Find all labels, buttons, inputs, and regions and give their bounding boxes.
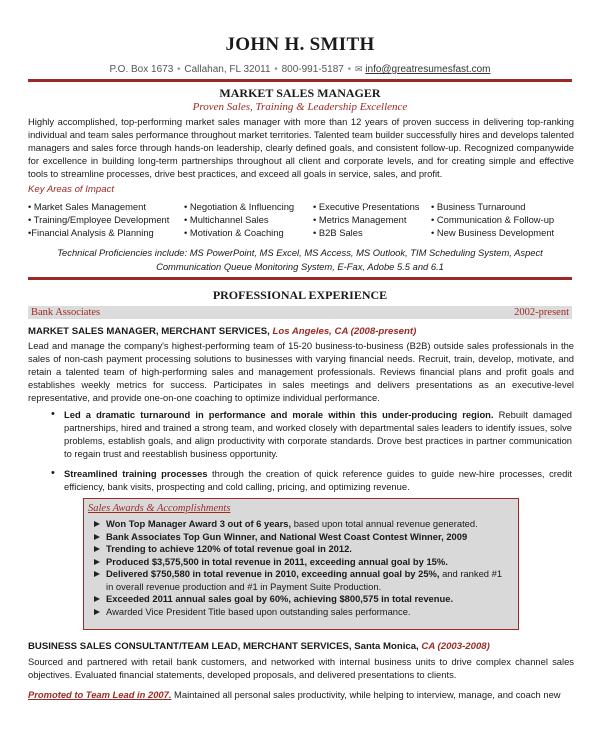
experience-title: PROFESSIONAL EXPERIENCE [212, 288, 388, 302]
awards-box [83, 498, 519, 630]
award-item: Trending to achieve 120% of total revenue goal in 2012. [106, 543, 506, 556]
key-area-item: • Multichannel Sales [184, 214, 269, 225]
key-areas-title: Key Areas of Impact [28, 184, 115, 195]
job2-title: BUSINESS SALES CONSULTANT/TEAM LEAD, MERCHANT SERVICES, Santa Monica, CA (2003-2008) [28, 641, 490, 652]
list-item: • Led a dramatic turnaround in performance and morale within this under-producing region. Rebuilt damaged partnerships, hired and trained a strong team, and worked closely with departmental sales leaders to identify issues, solve problems, establish goals, and align productivity with corporate standards. Drove best practices in partner communication to regain trust and reestablish business opportunity. [64, 408, 572, 460]
contact-city: Callahan, FL 32011 [184, 64, 271, 75]
separator-icon: • [347, 64, 352, 75]
contact-address: P.O. Box 1673 [109, 64, 174, 75]
employer-name: Bank Associates [31, 307, 101, 318]
job1-title: MARKET SALES MANAGER, MERCHANT SERVICES, Los Angeles, CA (2008-present) [28, 326, 417, 337]
job1-bullets [64, 408, 572, 500]
candidate-name: JOHN H. SMITH [225, 34, 375, 55]
key-area-item: • B2B Sales [313, 227, 363, 238]
key-area-item: • Market Sales Management [28, 201, 146, 212]
contact-line [0, 64, 600, 75]
job2-description: Sourced and partnered with retail bank customers, and networked with internal business units to drive complex channel sales objectives. Evaluated financial statements, developed proposals, and delivered presentations to clients. [28, 656, 574, 680]
key-area-item: • Metrics Management [313, 214, 407, 225]
job1-description: Lead and manage the company's highest-performing team of 15-20 business-to-business (B2B) outside sales professionals in the sales of non-cash payment processing solutions to businesses with varying financial needs. Recruit, train, develop, motivate, and retain a talented team of high-performing sales and management professionals. Reviews financial plans and profit goals and establishes weekly metrics for success. Participates in sales meetings and delivers presentations as an executive-level representative, and provide one-on-one coaching to optimize individual performance. [28, 340, 574, 403]
technical-proficiencies: Technical Proficiencies include: MS PowerPoint, MS Excel, MS Access, MS Outlook, TIM Scheduling System, Aspect Communication Queue Monitoring System, E-Fax, Adobe 5.5 and 6.1 [57, 247, 543, 272]
award-item: Won Top Manager Award 3 out of 6 years, based upon total annual revenue generated. [106, 518, 506, 531]
employer-dates: 2002-present [514, 307, 569, 318]
key-area-item: • Business Turnaround [431, 201, 526, 212]
contact-email-link[interactable]: info@greatresumesfast.com [365, 64, 491, 75]
key-area-item: • Training/Employee Development [28, 214, 170, 225]
list-item: • Streamlined training processes through the creation of quick reference guides to guide new-hire processes, credit efficiency, bank visits, prospecting and cold calling, pricing, and optimizing revenue. [64, 467, 572, 493]
awards-title: Sales Awards & Accomplishments [88, 503, 231, 514]
employer-bar [28, 306, 572, 319]
summary-title: MARKET SALES MANAGER [219, 86, 381, 100]
key-area-item: • Negotiation & Influencing [184, 201, 295, 212]
key-area-item: • Communication & Follow-up [431, 214, 555, 225]
separator-icon: • [177, 64, 181, 75]
header-divider [28, 79, 572, 82]
summary-paragraph: Highly accomplished, top-performing market sales manager with more than 12 years of proven success in delivering top-ranking individual and team sales performance throughout market territories. Talented team builder successfully hires and develops talented managers and sales force through hands-on leadership, clearly defined goals, and consistent follow-up. Recognized companywide for excellence in building long-term partnerships throughout all client and corporate levels, and for creating simple and effective tools to streamline processes, drive best practices, and exceed all goals in service, sales, and profit. [28, 116, 574, 179]
award-item: Delivered $750,580 in total revenue in 2010, exceeding annual goal by 25%, and ranked #1 in overall revenue production and #1 in Payment Suite Production. [106, 568, 506, 593]
summary-tagline: Proven Sales, Training & Leadership Excellence [192, 101, 408, 113]
key-area-item: •Financial Analysis & Planning [28, 227, 154, 238]
section-divider [28, 277, 572, 280]
separator-icon: • [274, 64, 278, 75]
key-area-item: • Motivation & Coaching [184, 227, 284, 238]
contact-phone: 800-991-5187 [281, 64, 344, 75]
job2-promotion: Promoted to Team Lead in 2007. Maintained all personal sales productivity, while helping to interview, manage, and coach new [28, 689, 561, 700]
award-item: Exceeded 2011 annual sales goal by 60%, achieving $800,575 in total revenue. [106, 593, 506, 606]
key-area-item: • New Business Development [431, 227, 555, 238]
award-item: Bank Associates Top Gun Winner, and National West Coast Contest Winner, 2009 [106, 531, 506, 544]
email-icon: ✉ [354, 64, 363, 74]
awards-list [106, 518, 506, 618]
key-area-item: • Executive Presentations [313, 201, 420, 212]
award-item: Produced $3,575,500 in total revenue in 2011, exceeding annual goal by 15%. [106, 556, 506, 569]
award-item: Awarded Vice President Title based upon outstanding sales performance. [106, 606, 506, 619]
